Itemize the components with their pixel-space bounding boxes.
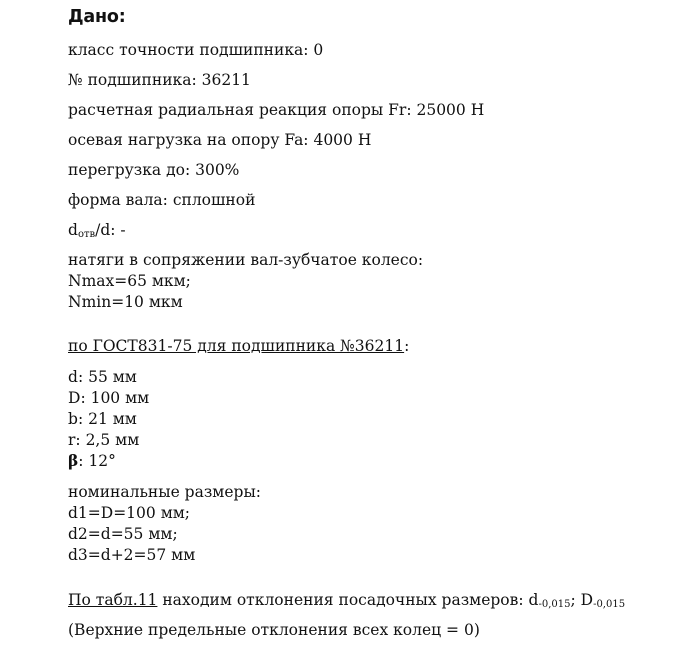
dev1-base: d: [528, 591, 539, 609]
dim-D-line: [68, 388, 149, 408]
bore-ratio-base: d: [68, 221, 78, 239]
bore-ratio-sub: отв: [77, 229, 96, 240]
nominal-d3: d3=d+2=57 мм: [68, 546, 196, 564]
dev1-sub: -0,015: [538, 599, 571, 610]
dim-d-label: d: [68, 368, 78, 386]
shaft-form-line: форма вала: сплошной: [68, 191, 256, 209]
bore-ratio-rest: /d: -: [95, 221, 126, 239]
dim-D-value: : 100 мм: [80, 389, 150, 407]
given-heading: Дано:: [68, 7, 126, 27]
radial-reaction-line: расчетная радиальная реакция опоры Fr: 25000 Н: [68, 101, 485, 119]
dim-D-label: D: [68, 389, 81, 407]
table-deviation-line: [68, 590, 625, 610]
gost-title: по ГОСТ831-75 для подшипника №36211: [68, 337, 405, 355]
gost-title-colon: :: [404, 337, 410, 355]
dim-beta-line: [68, 451, 116, 471]
interference-title: натяги в сопряжении вал-зубчатое колесо:: [68, 251, 424, 269]
nominal-d1: d1=D=100 мм;: [68, 504, 191, 522]
nominal-title: номинальные размеры:: [68, 483, 262, 501]
bore-ratio-line: [68, 220, 126, 240]
dim-b-value: : 21 мм: [77, 410, 137, 428]
dim-b-label: b: [68, 410, 78, 428]
dim-r-line: [68, 430, 139, 450]
interference-nmin: Nmin=10 мкм: [68, 293, 183, 311]
dim-beta-label: β: [68, 451, 79, 470]
dim-d-line: [68, 367, 137, 387]
table-link: По табл.11: [68, 591, 158, 609]
dim-beta-value: : 12°: [78, 452, 116, 470]
dim-r-label: r: [68, 431, 76, 449]
gost-title-line: [68, 336, 409, 356]
accuracy-class-line: класс точности подшипника: 0: [68, 41, 324, 59]
upper-deviation-note: (Верхние предельные отклонения всех колец = 0): [68, 621, 480, 639]
dev-separator: ;: [570, 591, 581, 609]
dim-b-line: [68, 409, 137, 429]
nominal-d2: d2=d=55 мм;: [68, 525, 178, 543]
interference-nmax: Nmax=65 мкм;: [68, 272, 191, 290]
bearing-number-line: № подшипника: 36211: [68, 71, 251, 89]
overload-line: перегрузка до: 300%: [68, 161, 240, 179]
dim-d-value: : 55 мм: [77, 368, 137, 386]
dim-r-value: : 2,5 мм: [75, 431, 140, 449]
axial-load-line: осевая нагрузка на опору Fa: 4000 Н: [68, 131, 372, 149]
dev2-sub: -0,015: [593, 599, 626, 610]
dev2-base: D: [580, 591, 594, 609]
table-text: находим отклонения посадочных размеров:: [157, 591, 529, 609]
